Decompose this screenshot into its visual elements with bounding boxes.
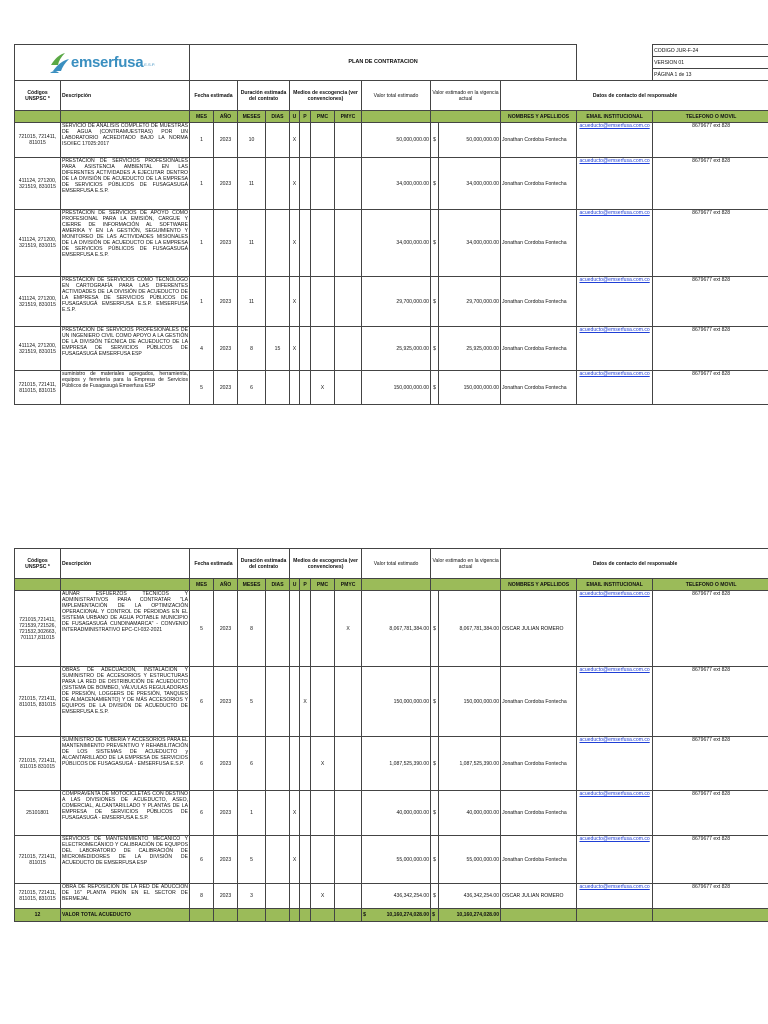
cell-codigos: 721015, 721411, 811015 831015 <box>15 737 61 791</box>
cell-pmyc <box>335 791 362 836</box>
cell-valor-vigencia: 50,000,000.00 <box>439 123 501 158</box>
cell-dias <box>266 123 290 158</box>
cell-anio: 2023 <box>214 210 238 277</box>
cell-valor-vigencia: 34,000,000.00 <box>439 158 501 210</box>
cell-mes: 5 <box>190 591 214 667</box>
cell-nombre: OSCAR JULIAN ROMERO <box>501 884 577 909</box>
total-valor-vigencia: 10,160,274,028.00 <box>439 909 501 922</box>
col-header-codigos: Códigos UNSPSC * <box>15 549 61 579</box>
cell-dias <box>266 884 290 909</box>
cell-p: X <box>300 667 311 737</box>
cell-telefono: 8679677 ext 828 <box>653 371 768 405</box>
cell-currency: $ <box>431 158 439 210</box>
cell-pmc <box>311 158 335 210</box>
cell-u <box>290 737 300 791</box>
cell-anio: 2023 <box>214 123 238 158</box>
cell-codigos: 721015, 721411, 811015 <box>15 123 61 158</box>
cell-telefono: 8679677 ext 828 <box>653 210 768 277</box>
total-currency-2: $ <box>431 909 439 922</box>
cell-nombre: Jonathan Cordoba Fontecha <box>501 158 577 210</box>
cell-descripcion: OBRAS DE ADECUACIÓN, INSTALACIÓN Y SUMINISTRO DE ACCESORIOS Y ESTRUCTURAS PARA LA RED DE DISTRIBUCIÓN DE ACUEDUCTO (SISTEMA DE BOMBEO, VÁLVULAS REGULADORAS DE PRESIÓN, LOGGERS DE PRESIÓN, TANQUES DE ALMACENAMIENTO) Y DE MÁS ACCESORIOS Y EQUIPOS DE LA DIVISIÓN DE ACUEDUCTO DE EMSERFUSA E.S.P. <box>61 667 190 737</box>
cell-currency: $ <box>431 737 439 791</box>
cell-pmyc <box>335 123 362 158</box>
cell-nombre: Jonathan Cordoba Fontecha <box>501 210 577 277</box>
document-code: CODIGO JUR-F-24 <box>653 45 768 57</box>
subheader-p: P <box>300 111 311 123</box>
cell-telefono: 8679677 ext 828 <box>653 884 768 909</box>
cell-mes: 5 <box>190 371 214 405</box>
col-header-duracion: Duración estimada del contrato <box>238 81 290 111</box>
cell-mes: 1 <box>190 158 214 210</box>
col-header-contacto: Datos de contacto del responsable <box>501 81 768 111</box>
cell-u: X <box>290 158 300 210</box>
cell-pmyc <box>335 836 362 884</box>
cell-nombre: Jonathan Cordoba Fontecha <box>501 836 577 884</box>
cell-mes: 6 <box>190 737 214 791</box>
subheader-pmyc: PMYC <box>335 111 362 123</box>
cell-u: X <box>290 277 300 327</box>
table-row <box>15 591 768 667</box>
cell-codigos: 721015, 721411, 811015, 831015 <box>15 667 61 737</box>
subheader-anio: AÑO <box>214 111 238 123</box>
cell-anio: 2023 <box>214 371 238 405</box>
cell-currency: $ <box>431 884 439 909</box>
cell-u <box>290 667 300 737</box>
cell-descripcion: SUMINISTRO DE TUBERÍA Y ACCESORIOS PARA EL MANTENIMIENTO PREVENTIVO Y REHABILITACIÓN DE LOS SISTEMAS DE ACUEDUCTO y ALCANTARILLADO DE LA EMPRESA DE SERVICIOS PÚBLICOS DE FUSAGASUGÁ - EMSERFUSA E.S.P. <box>61 737 190 791</box>
total-valor-total: $ 10,160,274,028.00 <box>362 909 431 922</box>
cell-dias <box>266 371 290 405</box>
cell-u <box>290 371 300 405</box>
cell-valor-vigencia: 40,000,000.00 <box>439 791 501 836</box>
cell-pmyc <box>335 158 362 210</box>
subheader-telefono: TELEFONO O MOVIL <box>653 579 768 591</box>
cell-valor-total: 150,000,000.00 <box>362 371 431 405</box>
cell-valor-vigencia: 8,067,781,384.00 <box>439 591 501 667</box>
cell-currency: $ <box>431 591 439 667</box>
cell-currency: $ <box>431 123 439 158</box>
cell-mes: 1 <box>190 210 214 277</box>
cell-descripcion: suministro de materiales agregados, herramienta, equipos y ferretería para la Empresa de Servicios Públicos de Fusagasugá Emserfusa ESP <box>61 371 190 405</box>
cell-email[interactable]: acueducto@emserfusa.com.co <box>577 591 653 667</box>
cell-p <box>300 791 311 836</box>
cell-nombre: Jonathan Cordoba Fontecha <box>501 123 577 158</box>
cell-meses: 5 <box>238 667 266 737</box>
cell-descripcion: PRESTACIÓN DE SERVICIOS PROFESIONALES PARA ASISTENCIA AMBIENTAL EN LAS DIFERENTES ACTIVIDADES A EJECUTAR DENTRO DE LA DIVISIÓN DE ACUEDUCTO DE LA EMPRESA DE SERVICIOS PÚBLICOS DE FUSAGASUGÁ EMSERFUSA E.S.P. <box>61 158 190 210</box>
cell-p <box>300 836 311 884</box>
cell-telefono: 8679677 ext 828 <box>653 737 768 791</box>
cell-email[interactable]: acueducto@emserfusa.com.co <box>577 667 653 737</box>
cell-descripcion: PRESTACIÓN DE SERVICIOS PROFESIONALES DE UN INGENIERO CIVIL COMO APOYO A LA GESTIÓN DE LA DIVISIÓN TÉCNICA DE ACUEDUCTO DE LA EMPRESA DE SERVICIOS PÚBLICOS DE FUSAGASUGÁ EMSERFUSA ESP <box>61 327 190 371</box>
cell-pmyc <box>335 277 362 327</box>
cell-valor-vigencia: 150,000,000.00 <box>439 667 501 737</box>
table-row <box>15 836 768 884</box>
cell-meses: 8 <box>238 591 266 667</box>
cell-email[interactable]: acueducto@emserfusa.com.co <box>577 836 653 884</box>
cell-p <box>300 277 311 327</box>
cell-pmc: X <box>311 737 335 791</box>
cell-pmc <box>311 277 335 327</box>
subheader-u: U <box>290 579 300 591</box>
cell-u: X <box>290 210 300 277</box>
cell-meses: 5 <box>238 836 266 884</box>
total-row <box>15 909 768 922</box>
cell-codigos: 411124, 271200, 321519, 831015 <box>15 327 61 371</box>
cell-anio: 2023 <box>214 884 238 909</box>
col-header-descripcion: Descripción <box>61 549 190 579</box>
col-header-medios: Medios de escogencia (ver convenciones) <box>290 81 362 111</box>
cell-mes: 8 <box>190 884 214 909</box>
cell-currency: $ <box>431 327 439 371</box>
cell-email[interactable]: acueducto@emserfusa.com.co <box>577 371 653 405</box>
cell-valor-vigencia: 436,342,254.00 <box>439 884 501 909</box>
cell-p <box>300 371 311 405</box>
table-2-body <box>15 591 768 909</box>
cell-codigos: 721015, 721411, 811015, 831015 <box>15 371 61 405</box>
cell-valor-total: 50,000,000.00 <box>362 123 431 158</box>
table-row <box>15 667 768 737</box>
cell-codigos: 721015, 721411, 811015 <box>15 836 61 884</box>
cell-mes: 1 <box>190 123 214 158</box>
cell-pmyc: X <box>335 591 362 667</box>
cell-codigos: 721015, 721411, 811015, 831015 <box>15 884 61 909</box>
subheader-meses: MESES <box>238 579 266 591</box>
cell-dias <box>266 737 290 791</box>
total-count: 12 <box>15 909 61 922</box>
cell-p <box>300 327 311 371</box>
cell-dias <box>266 210 290 277</box>
cell-mes: 6 <box>190 667 214 737</box>
page-title: PLAN DE CONTRATACION <box>190 45 577 81</box>
cell-u: X <box>290 791 300 836</box>
col-header-valor-total: Valor total estimado <box>362 81 431 111</box>
cell-anio: 2023 <box>214 836 238 884</box>
cell-mes: 4 <box>190 327 214 371</box>
col-header-valor-vigencia: Valor estimado en la vigencia actual <box>431 81 501 111</box>
cell-p <box>300 158 311 210</box>
cell-anio: 2023 <box>214 158 238 210</box>
cell-meses: 1 <box>238 791 266 836</box>
table-1-body <box>15 123 768 405</box>
table-row <box>15 791 768 836</box>
cell-codigos: 25101801 <box>15 791 61 836</box>
cell-descripcion: PRESTACIÓN DE SERVICIOS COMO TECNÓLOGO EN CARTOGRAFÍA PARA LAS DIFERENTES ACTIVIDADES DE LA DIVISIÓN DE ACUEDUCTO DE LA EMPRESA DE SERVICIOS PÚBLICOS DE FUSAGASUGÁ EMSERFUSA E.S.P. EMSERFUSA E.S.P. <box>61 277 190 327</box>
cell-valor-total: 436,342,254.00 <box>362 884 431 909</box>
table-row <box>15 884 768 909</box>
cell-valor-total: 150,000,000.00 <box>362 667 431 737</box>
table-row <box>15 737 768 791</box>
cell-descripcion: PRESTACIÓN DE SERVICIOS DE APOYO COMO PROFESIONAL PARA LA EMISIÓN, CARGUE Y CIERRE DE INFORMACIÓN AL SOFTWARE AMERIKA Y EN LA GESTIÓN, SEGUIMIENTO Y MONITOREO DE LAS ACTIVIDADES MISIONALES DE LA DIVISIÓN DE ACUEDUCTO DE LA EMPRESA DE SERVICIOS PÚBLICOS DE FUSAGASUGÁ EMSERFUSA E.S.P. <box>61 210 190 277</box>
subheader-mes: MES <box>190 111 214 123</box>
cell-descripcion: SERVICIO DE ANÁLISIS COMPLETO DE MUESTRAS DE AGUA (CONTRAMUESTRAS) POR UN LABORATORIO ACREDITADO BAJO LA NORMA ISO/IEC 17025:2017 <box>61 123 190 158</box>
cell-telefono: 8679677 ext 828 <box>653 667 768 737</box>
cell-currency: $ <box>431 791 439 836</box>
subheader-dias: DIAS <box>266 579 290 591</box>
col-header-duracion: Duración estimada del contrato <box>238 549 290 579</box>
cell-pmc <box>311 591 335 667</box>
total-label: VALOR TOTAL ACUEDUCTO <box>61 909 190 922</box>
cell-meses: 8 <box>238 327 266 371</box>
total-currency: $ <box>363 912 366 918</box>
cell-codigos: 411124, 271200, 321519, 831015 <box>15 158 61 210</box>
page-number: PÁGINA 1 de 13 <box>653 69 768 81</box>
cell-valor-vigencia: 150,000,000.00 <box>439 371 501 405</box>
cell-meses: 11 <box>238 277 266 327</box>
cell-pmc <box>311 836 335 884</box>
cell-dias <box>266 277 290 327</box>
cell-telefono: 8679677 ext 828 <box>653 327 768 371</box>
cell-descripcion: SERVICIOS DE MANTENIMIENTO MECÁNICO Y ELECTROMECÁNICO Y CALIBRACIÓN DE EQUIPOS DEL LABORATORIO DE CALIBRACIÓN DE MICROMEDIDORES DE LA DIVISIÓN DE ACUEDUCTO DE EMSERFUSA ESP <box>61 836 190 884</box>
cell-email[interactable]: acueducto@emserfusa.com.co <box>577 791 653 836</box>
col-header-valor-total: Valor total estimado <box>362 549 431 579</box>
logo-cell <box>15 45 190 81</box>
cell-anio: 2023 <box>214 667 238 737</box>
subheader-nombres: NOMBRES Y APELLIDOS <box>501 579 577 591</box>
contracting-plan-table-2 <box>14 548 768 922</box>
cell-currency: $ <box>431 277 439 327</box>
logo-wordmark: emserfusa <box>70 53 144 71</box>
cell-email[interactable]: acueducto@emserfusa.com.co <box>577 884 653 909</box>
cell-u: X <box>290 836 300 884</box>
subheader-nombres: NOMBRES Y APELLIDOS <box>501 111 577 123</box>
cell-p <box>300 591 311 667</box>
logo-suffix: E.S.P. <box>144 61 156 67</box>
cell-valor-total: 1,087,525,390.00 <box>362 737 431 791</box>
cell-valor-vigencia: 55,000,000.00 <box>439 836 501 884</box>
subheader-dias: DIAS <box>266 111 290 123</box>
cell-anio: 2023 <box>214 277 238 327</box>
document-version: VERSION 01 <box>653 57 768 69</box>
table-row <box>15 277 768 327</box>
subheader-telefono: TELEFONO O MOVIL <box>653 111 768 123</box>
cell-pmc <box>311 210 335 277</box>
subheader-email: EMAIL INSTITUCIONAL <box>577 111 653 123</box>
cell-p <box>300 737 311 791</box>
cell-nombre: Jonathan Cordoba Fontecha <box>501 327 577 371</box>
table-row <box>15 123 768 158</box>
cell-valor-total: 8,067,781,384.00 <box>362 591 431 667</box>
contracting-plan-table-1 <box>14 44 768 405</box>
col-header-codigos: Códigos UNSPSC * <box>15 81 61 111</box>
cell-descripcion: OBRA DE REPOSICIÓN DE LA RED DE ADUCCIÓN DE 16" PLANTA PEKÍN EN EL SECTOR DE BERMEJAL <box>61 884 190 909</box>
cell-valor-total: 29,700,000.00 <box>362 277 431 327</box>
cell-mes: 6 <box>190 836 214 884</box>
cell-pmc <box>311 123 335 158</box>
col-header-fecha: Fecha estimada <box>190 81 238 111</box>
cell-dias <box>266 791 290 836</box>
cell-pmyc <box>335 327 362 371</box>
cell-valor-total: 34,000,000.00 <box>362 158 431 210</box>
cell-pmc <box>311 327 335 371</box>
cell-email[interactable]: acueducto@emserfusa.com.co <box>577 210 653 277</box>
subheader-anio: AÑO <box>214 579 238 591</box>
cell-u: X <box>290 327 300 371</box>
cell-valor-total: 34,000,000.00 <box>362 210 431 277</box>
cell-telefono: 8679677 ext 828 <box>653 123 768 158</box>
cell-pmyc <box>335 737 362 791</box>
subheader-pmc: PMC <box>311 579 335 591</box>
cell-valor-vigencia: 1,087,525,390.00 <box>439 737 501 791</box>
col-header-fecha: Fecha estimada <box>190 549 238 579</box>
cell-pmc <box>311 667 335 737</box>
cell-u <box>290 884 300 909</box>
cell-dias <box>266 158 290 210</box>
cell-telefono: 8679677 ext 828 <box>653 591 768 667</box>
cell-dias: 15 <box>266 327 290 371</box>
table-row <box>15 158 768 210</box>
cell-valor-vigencia: 34,000,000.00 <box>439 210 501 277</box>
cell-valor-total: 40,000,000.00 <box>362 791 431 836</box>
cell-meses: 11 <box>238 210 266 277</box>
cell-p <box>300 884 311 909</box>
cell-currency: $ <box>431 836 439 884</box>
cell-dias <box>266 836 290 884</box>
cell-nombre: Jonathan Cordoba Fontecha <box>501 737 577 791</box>
cell-valor-total: 25,925,000.00 <box>362 327 431 371</box>
cell-email[interactable]: acueducto@emserfusa.com.co <box>577 158 653 210</box>
cell-email[interactable]: acueducto@emserfusa.com.co <box>577 327 653 371</box>
water-drop-logo-icon <box>49 51 71 75</box>
subheader-p: P <box>300 579 311 591</box>
cell-email[interactable]: acueducto@emserfusa.com.co <box>577 737 653 791</box>
cell-nombre: OSCAR JULIAN ROMERO <box>501 591 577 667</box>
cell-pmc: X <box>311 371 335 405</box>
col-header-valor-vigencia: Valor estimado en la vigencia actual <box>431 549 501 579</box>
cell-anio: 2023 <box>214 791 238 836</box>
cell-pmc <box>311 791 335 836</box>
cell-descripcion: COMPRAVENTA DE MOTOCICLETAS CON DESTINO A LAS DIVISIONES DE ACUEDUCTO, ASEO, COMERCIAL, ALCANTARILLADO Y PLANTAS DE LA EMPRESA DE SERVICIOS PÚBLICOS DE FUSAGASUGÁ - EMSERFUSA E.S.P. <box>61 791 190 836</box>
cell-meses: 11 <box>238 158 266 210</box>
subheader-meses: MESES <box>238 111 266 123</box>
subheader-pmyc: PMYC <box>335 579 362 591</box>
cell-currency: $ <box>431 210 439 277</box>
cell-pmc: X <box>311 884 335 909</box>
table-row <box>15 327 768 371</box>
subheader-mes: MES <box>190 579 214 591</box>
cell-meses: 10 <box>238 123 266 158</box>
cell-telefono: 8679677 ext 828 <box>653 277 768 327</box>
cell-email[interactable]: acueducto@emserfusa.com.co <box>577 277 653 327</box>
cell-mes: 1 <box>190 277 214 327</box>
cell-dias <box>266 667 290 737</box>
cell-pmyc <box>335 884 362 909</box>
cell-dias <box>266 591 290 667</box>
subheader-u: U <box>290 111 300 123</box>
cell-anio: 2023 <box>214 327 238 371</box>
subheader-email: EMAIL INSTITUCIONAL <box>577 579 653 591</box>
cell-email[interactable]: acueducto@emserfusa.com.co <box>577 123 653 158</box>
cell-telefono: 8679677 ext 828 <box>653 836 768 884</box>
cell-pmyc <box>335 667 362 737</box>
subheader-pmc: PMC <box>311 111 335 123</box>
cell-telefono: 8679677 ext 828 <box>653 158 768 210</box>
cell-pmyc <box>335 210 362 277</box>
cell-codigos: 411124, 271200, 321519, 831015 <box>15 210 61 277</box>
emserfusa-logo <box>16 46 188 80</box>
cell-currency: $ <box>431 371 439 405</box>
table-row <box>15 371 768 405</box>
cell-telefono: 8679677 ext 828 <box>653 791 768 836</box>
cell-currency: $ <box>431 667 439 737</box>
cell-codigos: 721015,721411, 721539,721526, 721532,302663, 701117,811015 <box>15 591 61 667</box>
cell-codigos: 411124, 271200, 321519, 831015 <box>15 277 61 327</box>
cell-nombre: Jonathan Cordoba Fontecha <box>501 791 577 836</box>
col-header-medios: Medios de escogencia (ver convenciones) <box>290 549 362 579</box>
cell-descripcion: AUNAR ESFUERZOS TÉCNICOS Y ADMINISTRATIVOS PARA CONTRATAR "LA IMPLEMENTACIÓN DE LA OPTIMIZACIÓN OPERACIONAL Y CONTROL DE PÉRDIDAS EN EL SISTEMA URBANO DE AGUA POTABLE MUNICIPIO DE FUSAGASUGÁ CUNDINAMARCA" - CONVENIO INTERADMINISTRATIVO EPC-CI-032-2021 <box>61 591 190 667</box>
cell-nombre: Jonathan Cordoba Fontecha <box>501 277 577 327</box>
cell-meses: 3 <box>238 884 266 909</box>
col-header-descripcion: Descripción <box>61 81 190 111</box>
cell-valor-vigencia: 25,925,000.00 <box>439 327 501 371</box>
cell-u <box>290 591 300 667</box>
cell-mes: 6 <box>190 791 214 836</box>
table-row <box>15 210 768 277</box>
cell-pmyc <box>335 371 362 405</box>
cell-meses: 6 <box>238 371 266 405</box>
col-header-contacto: Datos de contacto del responsable <box>501 549 768 579</box>
cell-u: X <box>290 123 300 158</box>
cell-p <box>300 210 311 277</box>
cell-anio: 2023 <box>214 737 238 791</box>
cell-valor-vigencia: 29,700,000.00 <box>439 277 501 327</box>
cell-anio: 2023 <box>214 591 238 667</box>
cell-nombre: Jonathan Cordoba Fontecha <box>501 371 577 405</box>
cell-valor-total: 55,000,000.00 <box>362 836 431 884</box>
cell-nombre: Jonathan Cordoba Fontecha <box>501 667 577 737</box>
cell-p <box>300 123 311 158</box>
cell-meses: 6 <box>238 737 266 791</box>
